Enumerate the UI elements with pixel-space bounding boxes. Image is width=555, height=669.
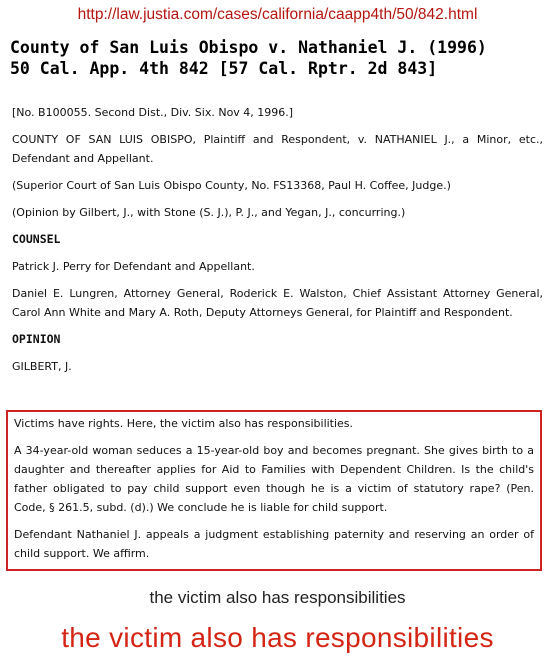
excerpt-paragraph-1: Victims have rights. Here, the victim also has responsibilities. <box>14 417 354 430</box>
counsel-defendant: Patrick J. Perry for Defendant and Appellant. <box>12 260 255 273</box>
counsel-plaintiff: Daniel E. Lungren, Attorney General, Roderick E. Walston, Chief Assistant Attorney General, Carol Ann White and Mary A. Roth, Deputy Attorneys General, for Plaintiff and Respondent. <box>12 287 543 319</box>
excerpt-paragraph-2: A 34-year-old woman seduces a 15-year-old boy and becomes pregnant. She gives birth to a daughter and thereafter applies for Aid to Families with Dependent Children. Is the child's father obligated to pay child support even though he is a victim of statutory rape? (Pen. Code, § 261.5, subd. (d).) We conclude he is liable for child support. <box>14 444 534 514</box>
docket-line: [No. B100055. Second Dist., Div. Six. Nov 4, 1996.] <box>12 106 294 119</box>
opinion-by-paragraph: (Opinion by Gilbert, J., with Stone (S. J.), P. J., and Yegan, J., concurring.) <box>12 206 406 219</box>
court-paragraph: (Superior Court of San Luis Obispo County, No. FS13368, Paul H. Coffee, Judge.) <box>12 179 451 192</box>
caption-large: the victim also has responsibilities <box>61 622 494 653</box>
case-citation-line2: 50 Cal. App. 4th 842 [57 Cal. Rptr. 2d 843] <box>10 59 438 78</box>
case-title-line1: County of San Luis Obispo v. Nathaniel J. (1996) <box>10 38 487 57</box>
excerpt-paragraph-3: Defendant Nathaniel J. appeals a judgment establishing paternity and reserving an order of child support. We affirm. <box>14 528 534 560</box>
opinion-heading: OPINION <box>12 332 61 346</box>
document-body <box>12 103 543 384</box>
judge-name: GILBERT, J. <box>12 360 72 373</box>
case-title <box>10 37 550 79</box>
source-url[interactable]: http://law.justia.com/cases/california/caapp4th/50/842.html <box>77 6 478 23</box>
parties-paragraph: COUNTY OF SAN LUIS OBISPO, Plaintiff and Respondent, v. NATHANIEL J., a Minor, etc., Defendant and Appellant. <box>12 133 543 165</box>
counsel-heading: COUNSEL <box>12 232 61 246</box>
highlighted-excerpt <box>6 410 542 571</box>
caption-small: the victim also has responsibilities <box>149 588 406 607</box>
